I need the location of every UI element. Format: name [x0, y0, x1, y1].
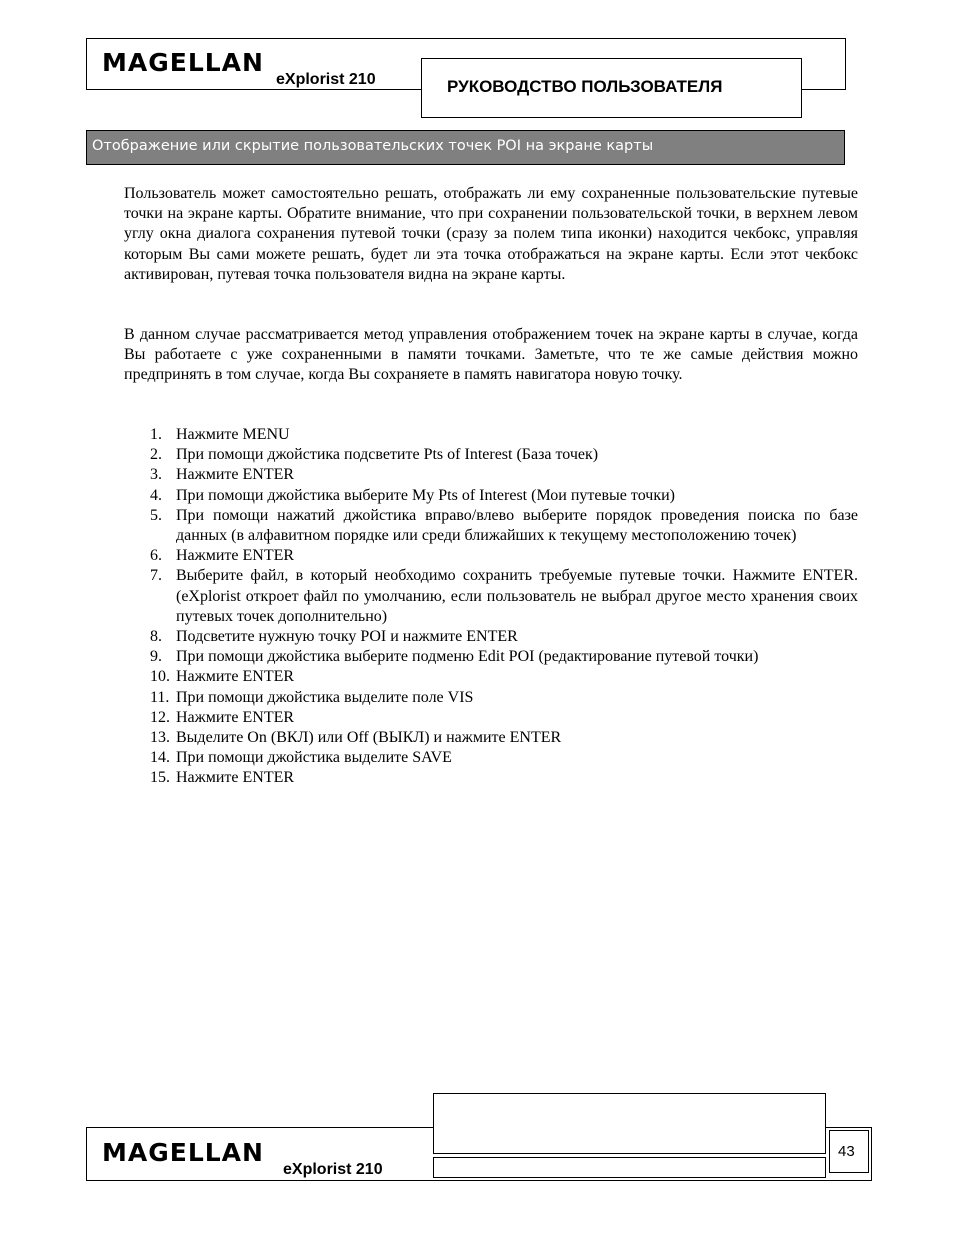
step-item: [124, 445, 858, 465]
step-text: При помощи джойстика выделите SAVE: [176, 749, 452, 767]
intro-paragraph: Пользователь может самостоятельно решать, отображать ли ему сохраненные пользовательские путевые точки на экране карты. Обратите внимание, что при сохранении пользовательской точки, в верхнем левом углу окна диалога сохранения путевой точки (сразу за полем типа иконки) находится чекбокс, управляя которым Вы сами можете решать, будет ли эта точка отображаться на экране карты. Если этот чекбокс активирован, путевая точка пользователя видна на экране карты.: [124, 185, 858, 283]
step-item: [124, 425, 858, 445]
step-number: 3.: [150, 466, 162, 484]
step-item: [124, 728, 858, 748]
step-text: Подсветите нужную точку POI и нажмите ENTER: [176, 628, 518, 646]
step-number: 15.: [150, 769, 170, 787]
step-number: 6.: [150, 547, 162, 565]
step-text: При помощи джойстика выберите подменю Edit POI (редактирование путевой точки): [176, 648, 759, 666]
step-number: 2.: [150, 446, 162, 464]
step-text: Нажмите ENTER: [176, 668, 295, 686]
step-text: Нажмите ENTER: [176, 769, 295, 787]
page-number: 43: [838, 1143, 855, 1160]
manual-title: РУКОВОДСТВО ПОЛЬЗОВАТЕЛЯ: [447, 77, 723, 96]
step-number: 12.: [150, 708, 170, 726]
step-text: Нажмите ENTER: [176, 547, 295, 565]
step-item: [124, 486, 858, 506]
footer-blank-box-bottom: [433, 1157, 826, 1178]
step-number: 13.: [150, 729, 170, 747]
step-text: Выберите файл, в который необходимо сохранить требуемые путевые точки. Нажмите ENTER. (eXplorist откроет файл по умолчанию, если пользователь не выбрал другое место хранения своих путевых точек дополнительно): [176, 567, 858, 625]
step-item: [124, 708, 858, 728]
step-text: При помощи джойстика выберите My Pts of Interest (Мои путевые точки): [176, 486, 675, 504]
step-item: [124, 768, 858, 788]
header-model-name: eXplorist 210: [276, 71, 376, 88]
step-number: 8.: [150, 628, 162, 646]
step-item: [124, 546, 858, 566]
step-number: 10.: [150, 668, 170, 686]
step-number: 14.: [150, 749, 170, 767]
section-title-bar: [86, 130, 845, 165]
step-number: 9.: [150, 648, 162, 666]
footer-model-name: eXplorist 210: [283, 1161, 383, 1178]
step-item: [124, 465, 858, 485]
step-text: Нажмите ENTER: [176, 466, 295, 484]
section-title: Отображение или скрытие пользовательских точек POI на экране карты: [92, 138, 654, 154]
method-paragraph: В данном случае рассматривается метод управления отображением точек на экране карты в случае, когда Вы работаете с уже сохраненными в памяти точками. Заметьте, что те же самые действия можно предпринять в том случае, когда Вы сохраняете в память навигатора новую точку.: [124, 326, 858, 384]
step-item: [124, 748, 858, 768]
step-number: 4.: [150, 486, 162, 504]
step-text: При помощи джойстика подсветите Pts of Interest (База точек): [176, 446, 599, 464]
step-number: 7.: [150, 567, 162, 585]
steps-list: [124, 425, 858, 789]
footer-brand-logo: MAGELLAN: [102, 1138, 264, 1167]
step-number: 11.: [150, 688, 170, 706]
step-item: [124, 566, 858, 627]
step-item: [124, 647, 858, 667]
step-item: [124, 627, 858, 647]
step-text: Нажмите MENU: [176, 426, 290, 443]
step-text: При помощи джойстика выделите поле VIS: [176, 688, 474, 706]
step-text: При помощи нажатий джойстика вправо/влево выберите порядок проведения поиска по базе данных (в алфавитном порядке или среди ближайших к текущему местоположению точек): [176, 506, 858, 545]
step-item: [124, 506, 858, 546]
step-text: Выделите On (ВКЛ) или Off (ВЫКЛ) и нажмите ENTER: [176, 729, 562, 747]
header-brand-logo: MAGELLAN: [102, 48, 264, 77]
step-item: [124, 688, 858, 708]
step-item: [124, 667, 858, 687]
footer-blank-box-top: [433, 1093, 826, 1154]
step-text: Нажмите ENTER: [176, 708, 295, 726]
step-number: 1.: [150, 426, 162, 443]
step-number: 5.: [150, 506, 162, 524]
